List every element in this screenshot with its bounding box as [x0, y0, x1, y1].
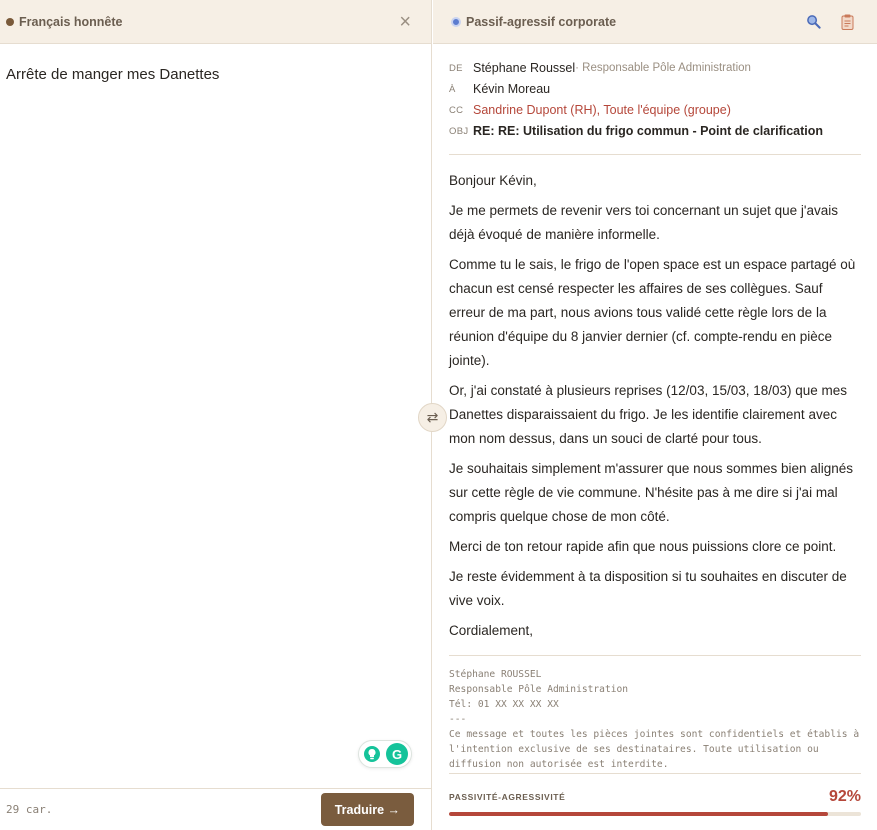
- french-flag-icon: [6, 18, 14, 26]
- email-paragraph: Comme tu le sais, le frigo de l'open space est un espace partagé où chacun est censé respecter les affaires de ses collègues. Sauf erreur de ma part, nous avions tous validé cette règle lors de la réunion d'équipe du 8 janvier dernier (cf. compte-rendu en pièce jointe).: [449, 257, 856, 368]
- meta-from-key: DE: [449, 63, 463, 74]
- swap-languages-icon[interactable]: ⇄: [418, 403, 447, 432]
- passive-aggressive-meter: [449, 773, 861, 816]
- output-pane: [433, 0, 877, 830]
- email-paragraph: Merci de ton retour rapide afin que nous puissions clore ce point.: [449, 539, 837, 554]
- clipboard-icon[interactable]: [839, 14, 855, 30]
- signature-name: Stéphane ROUSSEL: [449, 669, 542, 680]
- email-paragraph: Je souhaitais simplement m'assurer que nous sommes bien alignés sur cette règle de vie commune. N'hésite pas à me dire si j'ai mal compris quelque chose de mon côté.: [449, 461, 854, 524]
- source-language: [6, 15, 123, 29]
- output-header: [433, 0, 877, 44]
- meter-label: PASSIVITÉ-AGRESSIVITÉ: [449, 792, 566, 802]
- translate-button[interactable]: Traduire →: [321, 793, 414, 826]
- source-header: [0, 0, 431, 44]
- meter-header: [449, 788, 861, 806]
- signature-disclaimer: Ce message et toutes les pièces jointes sont confidentiels et établis à l'intention exclusive de ses destinataires. Toute utilisation ou diffusion non autorisée est interdite.: [449, 729, 860, 770]
- meter-track: [449, 812, 861, 816]
- search-icon[interactable]: [805, 14, 821, 30]
- grammarly-logo-icon[interactable]: G: [386, 743, 408, 765]
- signature-separator: ---: [449, 714, 467, 725]
- email-body: [433, 155, 877, 643]
- meta-to: [449, 79, 861, 100]
- meter-fill: [449, 812, 828, 816]
- meta-to-key: À: [449, 84, 456, 95]
- meta-from: [449, 58, 861, 79]
- meta-subject-value: RE: RE: Utilisation du frigo commun - Point de clarification: [473, 124, 824, 138]
- meta-subject: [449, 121, 861, 142]
- source-language-label: Français honnête: [19, 14, 123, 29]
- signature-phone: Tél: 01 XX XX XX XX: [449, 699, 559, 710]
- meta-cc: [449, 100, 861, 121]
- char-count: 29 car.: [6, 803, 53, 816]
- meta-subject-key: OBJ: [449, 126, 469, 137]
- meta-to-name: Kévin Moreau: [473, 82, 551, 96]
- email-signature: [449, 655, 861, 772]
- signature-title: Responsable Pôle Administration: [449, 684, 629, 695]
- target-language: [451, 15, 616, 29]
- source-footer: [0, 788, 431, 830]
- source-pane: [0, 0, 432, 830]
- output-actions: [805, 14, 855, 30]
- meta-from-name: Stéphane Roussel: [473, 61, 576, 75]
- target-language-label: Passif-agressif corporate: [466, 14, 617, 29]
- email-paragraph: Je me permets de revenir vers toi concernant un sujet que j'avais déjà évoqué de manière informelle.: [449, 203, 839, 242]
- email-paragraph: Bonjour Kévin,: [449, 173, 537, 188]
- email-meta: [449, 44, 861, 155]
- meta-from-title: · Responsable Pôle Administration: [575, 62, 751, 74]
- email-paragraph: Cordialement,: [449, 623, 534, 638]
- lightbulb-icon[interactable]: [364, 746, 380, 762]
- close-icon[interactable]: ×: [399, 10, 411, 33]
- email-paragraph: Je reste évidemment à ta disposition si tu souhaites en discuter de vive voix.: [449, 569, 847, 608]
- meter-percent: 92%: [828, 788, 861, 805]
- grammarly-widget[interactable]: [358, 740, 412, 768]
- meta-cc-value: Sandrine Dupont (RH), Toute l'équipe (groupe): [473, 103, 731, 117]
- corporate-badge-icon: [451, 17, 461, 27]
- source-text-input[interactable]: Arrête de manger mes Danettes: [6, 66, 220, 83]
- email-paragraph: Or, j'ai constaté à plusieurs reprises (12/03, 15/03, 18/03) que mes Danettes disparaissaient du frigo. Je les identifie clairement avec mon nom dessus, dans un souci de clarté pour tous.: [449, 383, 848, 446]
- meta-cc-key: CC: [449, 105, 464, 116]
